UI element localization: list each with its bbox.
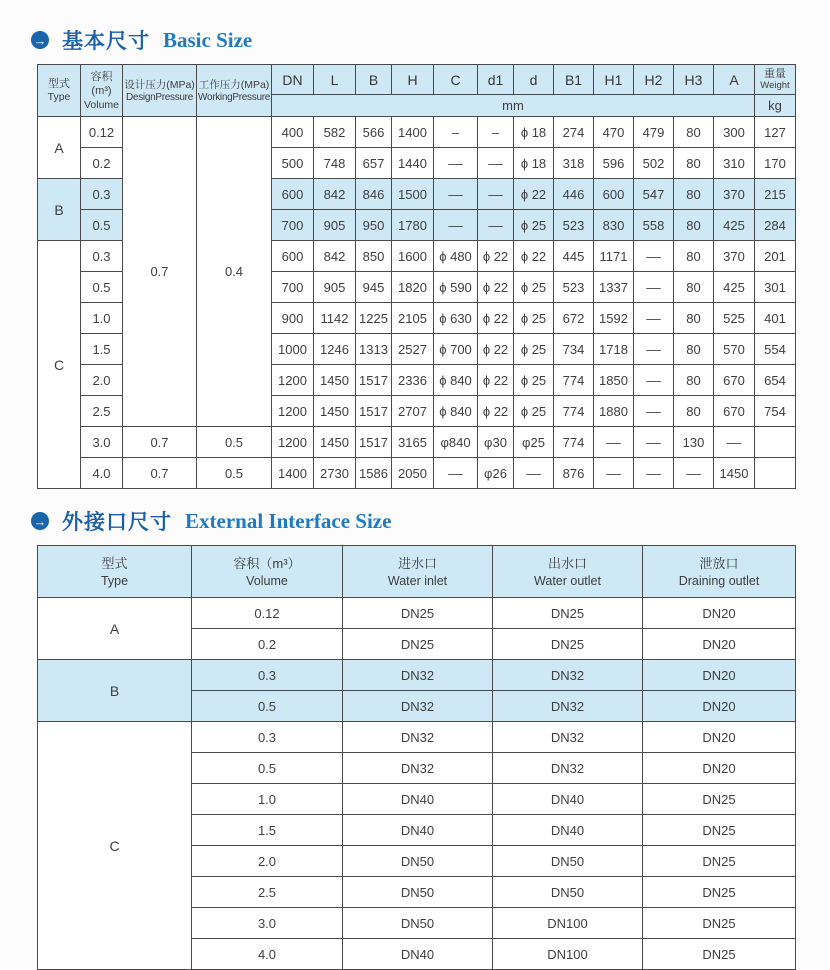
dim-cell-d: ϕ 25	[514, 396, 554, 427]
dim-cell-c: ––	[434, 210, 478, 241]
dim-cell-d1: φ30	[478, 427, 514, 458]
dim-cell-b1: 774	[554, 365, 594, 396]
arrow-bullet-icon: →	[31, 31, 49, 49]
dim-cell-l: 1450	[314, 396, 356, 427]
dim-cell-c: ϕ 590	[434, 272, 478, 303]
dim-cell-h1: 1171	[594, 241, 634, 272]
dim-cell-h2: 547	[634, 179, 674, 210]
dim-cell-b: 1517	[356, 396, 392, 427]
dim-cell-d: φ25	[514, 427, 554, 458]
dim-cell-h1: ––	[594, 458, 634, 489]
dim-cell-c: ϕ 840	[434, 396, 478, 427]
dim-cell-h2: ––	[634, 272, 674, 303]
water-outlet-cell: DN32	[493, 753, 643, 784]
table-row	[38, 598, 796, 629]
dim-cell-dn: 700	[272, 210, 314, 241]
weight-cell: 284	[755, 210, 796, 241]
dim-cell-h2: ––	[634, 458, 674, 489]
dim-cell-h: 2527	[392, 334, 434, 365]
dim-cell-dn: 600	[272, 241, 314, 272]
dim-cell-h2: ––	[634, 334, 674, 365]
volume-cell: 0.2	[81, 148, 123, 179]
dim-cell-b: 1313	[356, 334, 392, 365]
table-row	[38, 722, 796, 753]
dim-cell-d: ϕ 25	[514, 334, 554, 365]
dim-cell-h3: 80	[674, 179, 714, 210]
dim-cell-b: 945	[356, 272, 392, 303]
dim-cell-h3: 80	[674, 272, 714, 303]
dim-cell-c: ϕ 700	[434, 334, 478, 365]
dim-cell-dn: 500	[272, 148, 314, 179]
dim-cell-l: 905	[314, 272, 356, 303]
dim-cell-h2: ––	[634, 396, 674, 427]
basic-header-row	[38, 65, 796, 95]
dim-cell-h1: 596	[594, 148, 634, 179]
dim-cell-h3: 80	[674, 148, 714, 179]
water-inlet-cell: DN32	[343, 722, 493, 753]
dim-cell-a: 570	[714, 334, 755, 365]
dim-cell-b: 846	[356, 179, 392, 210]
water-inlet-cell: DN50	[343, 877, 493, 908]
col-header-h: H	[392, 65, 434, 95]
table-row	[38, 117, 796, 148]
dim-cell-a: ––	[714, 427, 755, 458]
col-header-l: L	[314, 65, 356, 95]
arrow-bullet-icon: →	[31, 512, 49, 530]
water-outlet-cell: DN40	[493, 815, 643, 846]
col-header-h2: H2	[634, 65, 674, 95]
dim-cell-b1: 274	[554, 117, 594, 148]
dim-cell-b1: 774	[554, 427, 594, 458]
water-outlet-cell: DN100	[493, 939, 643, 970]
volume-cell: 2.0	[81, 365, 123, 396]
col-header-water-outlet: 出水口 Water outlet	[493, 546, 643, 598]
volume-cell: 1.0	[192, 784, 343, 815]
col-header-draining-outlet: 泄放口 Draining outlet	[643, 546, 796, 598]
dim-cell-b1: 523	[554, 272, 594, 303]
weight-cell: 215	[755, 179, 796, 210]
dim-cell-h: 1780	[392, 210, 434, 241]
dim-cell-b: 566	[356, 117, 392, 148]
draining-outlet-cell: DN25	[643, 877, 796, 908]
col-header-a: A	[714, 65, 755, 95]
dim-cell-dn: 600	[272, 179, 314, 210]
dim-cell-d: ϕ 22	[514, 179, 554, 210]
weight-cell: 127	[755, 117, 796, 148]
water-outlet-cell: DN32	[493, 722, 643, 753]
weight-cell: 654	[755, 365, 796, 396]
dim-cell-l: 748	[314, 148, 356, 179]
water-inlet-cell: DN32	[343, 753, 493, 784]
volume-cell: 4.0	[192, 939, 343, 970]
volume-cell: 0.3	[81, 179, 123, 210]
dim-cell-h: 2050	[392, 458, 434, 489]
dim-cell-b: 950	[356, 210, 392, 241]
dim-cell-c: ϕ 630	[434, 303, 478, 334]
dim-cell-h1: 1880	[594, 396, 634, 427]
dim-cell-c: –	[434, 117, 478, 148]
dim-cell-h2: 558	[634, 210, 674, 241]
volume-cell: 0.3	[192, 722, 343, 753]
dim-cell-h3: 80	[674, 117, 714, 148]
water-outlet-cell: DN25	[493, 598, 643, 629]
col-header-c: C	[434, 65, 478, 95]
volume-cell: 1.0	[81, 303, 123, 334]
dim-cell-a: 1450	[714, 458, 755, 489]
dim-cell-d1: ϕ 22	[478, 272, 514, 303]
draining-outlet-cell: DN25	[643, 846, 796, 877]
dim-cell-c: ϕ 480	[434, 241, 478, 272]
external-header-row	[38, 546, 796, 598]
water-outlet-cell: DN32	[493, 691, 643, 722]
dim-cell-b1: 774	[554, 396, 594, 427]
water-inlet-cell: DN25	[343, 629, 493, 660]
dim-cell-h: 2707	[392, 396, 434, 427]
dim-cell-h2: ––	[634, 241, 674, 272]
dim-cell-h: 1820	[392, 272, 434, 303]
draining-outlet-cell: DN20	[643, 660, 796, 691]
dim-cell-l: 1246	[314, 334, 356, 365]
volume-cell: 0.5	[81, 210, 123, 241]
weight-cell: 170	[755, 148, 796, 179]
dim-cell-a: 300	[714, 117, 755, 148]
table-row	[38, 660, 796, 691]
volume-cell: 3.0	[81, 427, 123, 458]
dim-cell-a: 670	[714, 396, 755, 427]
col-header-dn: DN	[272, 65, 314, 95]
dim-cell-l: 582	[314, 117, 356, 148]
weight-cell: 554	[755, 334, 796, 365]
dim-cell-h: 1500	[392, 179, 434, 210]
dim-cell-d1: ϕ 22	[478, 334, 514, 365]
dim-cell-d1: ––	[478, 148, 514, 179]
dim-cell-a: 370	[714, 179, 755, 210]
dim-cell-h1: 470	[594, 117, 634, 148]
dim-cell-d: ϕ 22	[514, 241, 554, 272]
weight-cell: 754	[755, 396, 796, 427]
col-header-h3: H3	[674, 65, 714, 95]
dim-cell-h1: 830	[594, 210, 634, 241]
dim-cell-c: ϕ 840	[434, 365, 478, 396]
volume-cell: 0.12	[192, 598, 343, 629]
col-header-type: 型式 Type	[38, 546, 192, 598]
weight-cell	[755, 427, 796, 458]
dim-cell-dn: 900	[272, 303, 314, 334]
col-header-h1: H1	[594, 65, 634, 95]
dim-cell-b: 657	[356, 148, 392, 179]
col-header-b: B	[356, 65, 392, 95]
water-outlet-cell: DN50	[493, 846, 643, 877]
col-header-b1: B1	[554, 65, 594, 95]
external-interface-title-en: External Interface Size	[185, 508, 392, 533]
draining-outlet-cell: DN20	[643, 691, 796, 722]
dim-cell-h3: 80	[674, 241, 714, 272]
col-header-type: 型式 Type	[38, 65, 81, 117]
dim-cell-b: 1225	[356, 303, 392, 334]
group-label-B: B	[38, 179, 81, 241]
group-label-B: B	[38, 660, 192, 722]
volume-cell: 0.5	[192, 753, 343, 784]
water-inlet-cell: DN40	[343, 939, 493, 970]
dim-cell-d1: ––	[478, 179, 514, 210]
col-header-design-pressure: 设计压力(MPa) DesignPressure	[123, 65, 197, 117]
dim-cell-l: 842	[314, 179, 356, 210]
dim-cell-d: ϕ 18	[514, 148, 554, 179]
dim-cell-d: ϕ 18	[514, 117, 554, 148]
dim-cell-h1: 600	[594, 179, 634, 210]
dim-cell-l: 1142	[314, 303, 356, 334]
dim-cell-a: 370	[714, 241, 755, 272]
dim-cell-c: ––	[434, 148, 478, 179]
dim-cell-h2: ––	[634, 427, 674, 458]
col-header-weight: 重量 Weight	[755, 65, 796, 95]
weight-cell: 401	[755, 303, 796, 334]
volume-cell: 2.5	[192, 877, 343, 908]
dim-cell-d: ––	[514, 458, 554, 489]
draining-outlet-cell: DN20	[643, 722, 796, 753]
water-inlet-cell: DN50	[343, 908, 493, 939]
draining-outlet-cell: DN25	[643, 815, 796, 846]
dim-cell-h3: 80	[674, 365, 714, 396]
dim-cell-h1: ––	[594, 427, 634, 458]
dim-cell-h3: ––	[674, 458, 714, 489]
dim-cell-h3: 80	[674, 303, 714, 334]
dim-cell-d: ϕ 25	[514, 210, 554, 241]
volume-cell: 1.5	[81, 334, 123, 365]
draining-outlet-cell: DN25	[643, 784, 796, 815]
water-inlet-cell: DN32	[343, 660, 493, 691]
dim-cell-dn: 1200	[272, 396, 314, 427]
dim-cell-a: 670	[714, 365, 755, 396]
table-row	[38, 427, 796, 458]
dim-cell-a: 425	[714, 272, 755, 303]
dim-cell-d1: φ26	[478, 458, 514, 489]
dim-cell-d1: ϕ 22	[478, 396, 514, 427]
dim-cell-h: 1400	[392, 117, 434, 148]
dim-cell-d1: ϕ 22	[478, 365, 514, 396]
dim-cell-l: 905	[314, 210, 356, 241]
working-pressure-cell: 0.4	[197, 117, 272, 427]
water-outlet-cell: DN32	[493, 660, 643, 691]
group-label-A: A	[38, 117, 81, 179]
basic-size-table	[37, 64, 796, 489]
dim-cell-d1: ––	[478, 210, 514, 241]
volume-cell: 3.0	[192, 908, 343, 939]
dim-cell-a: 425	[714, 210, 755, 241]
dim-cell-dn: 400	[272, 117, 314, 148]
dim-cell-d: ϕ 25	[514, 303, 554, 334]
dim-cell-h3: 80	[674, 396, 714, 427]
water-inlet-cell: DN32	[343, 691, 493, 722]
dim-cell-l: 2730	[314, 458, 356, 489]
dim-cell-h3: 130	[674, 427, 714, 458]
volume-cell: 2.5	[81, 396, 123, 427]
design-pressure-cell: 0.7	[123, 458, 197, 489]
dim-cell-c: ––	[434, 458, 478, 489]
group-label-C: C	[38, 241, 81, 489]
dim-cell-a: 310	[714, 148, 755, 179]
basic-size-title-en: Basic Size	[163, 27, 253, 52]
col-header-d1: d1	[478, 65, 514, 95]
col-header-water-inlet: 进水口 Water inlet	[343, 546, 493, 598]
weight-cell	[755, 458, 796, 489]
unit-kg: kg	[755, 95, 796, 117]
dim-cell-dn: 1200	[272, 365, 314, 396]
weight-cell: 301	[755, 272, 796, 303]
water-inlet-cell: DN40	[343, 784, 493, 815]
external-interface-heading	[31, 509, 795, 533]
group-label-A: A	[38, 598, 192, 660]
water-outlet-cell: DN100	[493, 908, 643, 939]
dim-cell-l: 1450	[314, 427, 356, 458]
dim-cell-d1: –	[478, 117, 514, 148]
weight-cell: 201	[755, 241, 796, 272]
volume-cell: 0.3	[192, 660, 343, 691]
dim-cell-b1: 445	[554, 241, 594, 272]
draining-outlet-cell: DN25	[643, 908, 796, 939]
water-outlet-cell: DN40	[493, 784, 643, 815]
volume-cell: 0.5	[81, 272, 123, 303]
dim-cell-h2: ––	[634, 303, 674, 334]
external-interface-title-zh: 外接口尺寸	[62, 511, 172, 534]
volume-cell: 4.0	[81, 458, 123, 489]
dim-cell-b1: 446	[554, 179, 594, 210]
col-header-working-pressure: 工作压力(MPa) WorkingPressure	[197, 65, 272, 117]
dim-cell-c: φ840	[434, 427, 478, 458]
dim-cell-b1: 734	[554, 334, 594, 365]
dim-cell-h2: 479	[634, 117, 674, 148]
dim-cell-dn: 1000	[272, 334, 314, 365]
col-header-d: d	[514, 65, 554, 95]
draining-outlet-cell: DN20	[643, 629, 796, 660]
volume-cell: 2.0	[192, 846, 343, 877]
water-outlet-cell: DN50	[493, 877, 643, 908]
dim-cell-l: 842	[314, 241, 356, 272]
dim-cell-h1: 1850	[594, 365, 634, 396]
dim-cell-h: 1600	[392, 241, 434, 272]
volume-cell: 0.2	[192, 629, 343, 660]
dim-cell-b: 1517	[356, 365, 392, 396]
dim-cell-h: 1440	[392, 148, 434, 179]
basic-size-heading	[31, 28, 795, 52]
draining-outlet-cell: DN20	[643, 753, 796, 784]
dim-cell-h1: 1592	[594, 303, 634, 334]
dim-cell-h3: 80	[674, 334, 714, 365]
dim-cell-a: 525	[714, 303, 755, 334]
dim-cell-b1: 876	[554, 458, 594, 489]
draining-outlet-cell: DN20	[643, 598, 796, 629]
dim-cell-d1: ϕ 22	[478, 303, 514, 334]
dim-cell-dn: 700	[272, 272, 314, 303]
dim-cell-dn: 1200	[272, 427, 314, 458]
working-pressure-cell: 0.5	[197, 427, 272, 458]
dim-cell-h2: ––	[634, 365, 674, 396]
dim-cell-h1: 1718	[594, 334, 634, 365]
group-label-C: C	[38, 722, 192, 970]
dim-cell-d1: ϕ 22	[478, 241, 514, 272]
col-header-volume: 容积（m³） Volume	[192, 546, 343, 598]
col-header-volume: 容积(m³) Volume	[81, 65, 123, 117]
dim-cell-l: 1450	[314, 365, 356, 396]
volume-cell: 0.5	[192, 691, 343, 722]
draining-outlet-cell: DN25	[643, 939, 796, 970]
dim-cell-b1: 318	[554, 148, 594, 179]
dim-cell-h: 2105	[392, 303, 434, 334]
dim-cell-h: 3165	[392, 427, 434, 458]
dim-cell-h3: 80	[674, 210, 714, 241]
dim-cell-d: ϕ 25	[514, 365, 554, 396]
unit-mm: mm	[272, 95, 755, 117]
design-pressure-cell: 0.7	[123, 117, 197, 427]
external-interface-table	[37, 545, 796, 970]
dim-cell-b: 850	[356, 241, 392, 272]
dim-cell-h: 2336	[392, 365, 434, 396]
dim-cell-b: 1517	[356, 427, 392, 458]
water-inlet-cell: DN50	[343, 846, 493, 877]
water-inlet-cell: DN40	[343, 815, 493, 846]
dim-cell-d: ϕ 25	[514, 272, 554, 303]
dim-cell-dn: 1400	[272, 458, 314, 489]
design-pressure-cell: 0.7	[123, 427, 197, 458]
dim-cell-b: 1586	[356, 458, 392, 489]
dim-cell-b1: 523	[554, 210, 594, 241]
dim-cell-h2: 502	[634, 148, 674, 179]
dim-cell-h1: 1337	[594, 272, 634, 303]
basic-size-title-zh: 基本尺寸	[62, 30, 150, 53]
water-outlet-cell: DN25	[493, 629, 643, 660]
volume-cell: 1.5	[192, 815, 343, 846]
working-pressure-cell: 0.5	[197, 458, 272, 489]
dim-cell-b1: 672	[554, 303, 594, 334]
volume-cell: 0.3	[81, 241, 123, 272]
dim-cell-c: ––	[434, 179, 478, 210]
table-row	[38, 458, 796, 489]
water-inlet-cell: DN25	[343, 598, 493, 629]
volume-cell: 0.12	[81, 117, 123, 148]
